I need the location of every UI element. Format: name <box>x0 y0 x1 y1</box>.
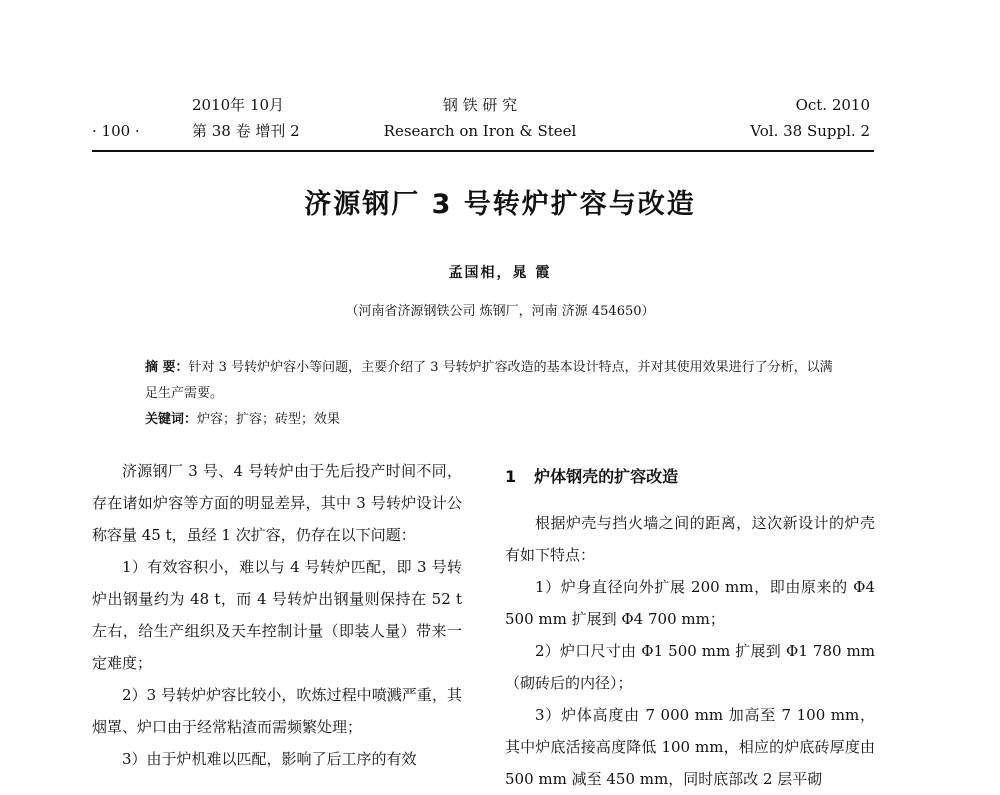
section-heading <box>505 461 875 493</box>
running-header-center <box>380 92 580 144</box>
body-column-right <box>505 455 875 795</box>
issue-date-cn: 2010年 10月 <box>192 96 285 114</box>
journal-name-cn: 钢 铁 研 究 <box>442 96 518 114</box>
body-paragraph: 2）炉口尺寸由 Φ1 500 mm 扩展到 Φ1 780 mm（砌砖后的内径）； <box>505 642 875 692</box>
article-authors: 孟国相，晁 霞 <box>448 265 552 281</box>
abstract-label: 摘 要： <box>145 360 189 375</box>
body-paragraph: 2）3 号转炉炉容比较小，吹炼过程中喷溅严重，其烟罩、炉口由于经常粘渣而需频繁处理； <box>92 686 462 736</box>
issue-date-en: Oct. 2010 <box>795 96 870 114</box>
keywords-text: 炉容；扩容；砖型；效果 <box>197 412 341 427</box>
abstract <box>145 355 845 407</box>
body-paragraph: 3）炉体高度由 7 000 mm 加高至 7 100 mm，其中炉底活接高度降低 100 mm，相应的炉底砖厚度由 500 mm 减至 450 mm，同时底部改 2 层平砌 <box>505 706 875 788</box>
section-title: 炉体钢壳的扩容改造 <box>534 467 679 486</box>
volume-en: Vol. 38 Suppl. 2 <box>750 122 870 140</box>
article-title: 济源钢厂 3 号转炉扩容与改造 <box>304 189 696 220</box>
body-column-left <box>92 455 462 775</box>
body-paragraph: 3）由于炉机难以匹配，影响了后工序的有效 <box>122 750 417 768</box>
keywords <box>145 407 845 433</box>
keywords-label: 关键词： <box>145 412 198 427</box>
body-paragraph: 1）有效容积小，难以与 4 号转炉匹配，即 3 号转炉出钢量约为 48 t，而 4 号转炉出钢量则保持在 52 t 左右，给生产组织及天车控制计量（即装人量）带来一定难度； <box>92 558 462 672</box>
body-paragraph: 济源钢厂 3 号、4 号转炉由于先后投产时间不同，存在诸如炉容等方面的明显差异，其中 3 号转炉设计公称容量 45 t，虽经 1 次扩容，仍存在以下问题： <box>92 462 462 544</box>
body-paragraph: 根据炉壳与挡火墙之间的距离，这次新设计的炉壳有如下特点： <box>505 514 875 564</box>
body-paragraph: 1）炉身直径向外扩展 200 mm，即由原来的 Φ4 500 mm 扩展到 Φ4 700 mm； <box>505 578 875 628</box>
page-number: · 100 · <box>92 122 140 140</box>
running-header-right <box>750 92 870 144</box>
running-header-left <box>92 92 300 144</box>
section-number: 1 <box>505 467 517 486</box>
journal-name-en: Research on Iron & Steel <box>383 122 577 140</box>
author-affiliation: （河南省济源钢铁公司 炼钢厂，河南 济源 454650） <box>345 304 655 319</box>
abstract-text: 针对 3 号转炉炉容小等问题，主要介绍了 3 号转炉扩容改造的基本设计特点，并对其使用效果进行了分析，以满足生产需要。 <box>145 360 833 401</box>
abstract-block <box>145 355 845 433</box>
header-rule <box>92 150 874 152</box>
volume-cn: 第 38 卷 增刊 2 <box>192 122 300 140</box>
